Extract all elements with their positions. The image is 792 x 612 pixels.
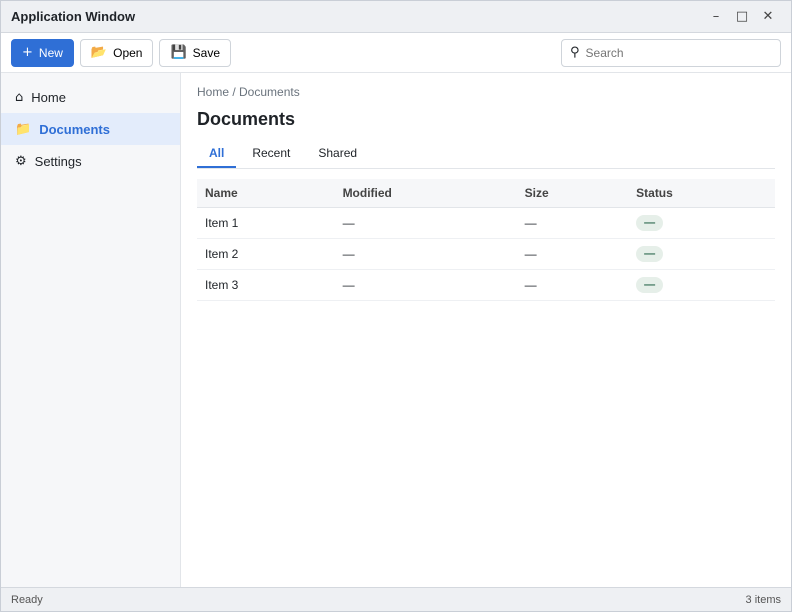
gear-icon: ⚙ [15,153,27,169]
new-button-label: New [38,45,63,60]
folder-open-icon: 📂 [90,45,108,60]
tab-bar [197,140,775,169]
cell-name: Item 3 [197,270,335,301]
cell-status [628,208,775,239]
sidebar-item-label: Settings [34,153,82,169]
main-panel [181,73,791,587]
table-header-row [197,179,775,208]
plus-icon: + [22,45,33,60]
page-title: Documents [197,109,296,129]
status-badge: — [636,246,663,262]
table-row[interactable] [197,270,775,301]
cell-modified: — [335,208,517,239]
table-row[interactable] [197,208,775,239]
tab-shared[interactable]: Shared [318,146,358,160]
cell-name: Item 2 [197,239,335,270]
cell-size: — [517,270,629,301]
cell-size: — [517,208,629,239]
save-icon: 💾 [170,45,187,60]
title-bar[interactable] [1,1,791,33]
folder-icon: 📁 [15,121,32,137]
close-icon[interactable]: ✕ [762,9,774,24]
open-button[interactable] [80,39,154,67]
status-badge: — [636,215,663,231]
status-badge: — [636,277,663,293]
cell-modified: — [335,270,517,301]
minimize-icon[interactable]: – [712,9,720,24]
sidebar [1,73,181,587]
status-bar [1,587,791,611]
maximize-icon[interactable]: □ [735,9,749,24]
tab-all[interactable]: All [197,140,236,168]
sidebar-item-label: Documents [39,121,110,137]
cell-modified: — [335,239,517,270]
save-button[interactable] [159,39,231,67]
column-header-size[interactable]: Size [517,179,629,208]
breadcrumb[interactable]: Home / Documents [197,85,300,99]
search-box[interactable] [561,39,781,67]
sidebar-item-home[interactable] [1,81,180,113]
column-header-modified[interactable]: Modified [335,179,517,208]
open-button-label: Open [113,45,143,60]
window-title: Application Window [11,9,136,24]
documents-table [197,179,775,301]
sidebar-item-documents[interactable] [1,113,180,145]
column-header-name[interactable]: Name [197,179,335,208]
table-row[interactable] [197,239,775,270]
sidebar-item-label: Home [31,89,66,105]
toolbar [1,33,791,73]
search-icon: ⚲ [570,45,580,60]
cell-size: — [517,239,629,270]
cell-status [628,270,775,301]
content-area [1,73,791,587]
status-text: Ready [11,593,43,606]
cell-status [628,239,775,270]
tab-recent[interactable]: Recent [252,146,291,160]
cell-name: Item 1 [197,208,335,239]
save-button-label: Save [192,45,221,60]
home-icon: ⌂ [15,89,24,105]
search-input[interactable] [586,46,772,60]
new-button[interactable] [11,39,74,67]
column-header-status[interactable]: Status [628,179,775,208]
item-count: 3 items [745,593,781,606]
sidebar-item-settings[interactable] [1,145,180,177]
